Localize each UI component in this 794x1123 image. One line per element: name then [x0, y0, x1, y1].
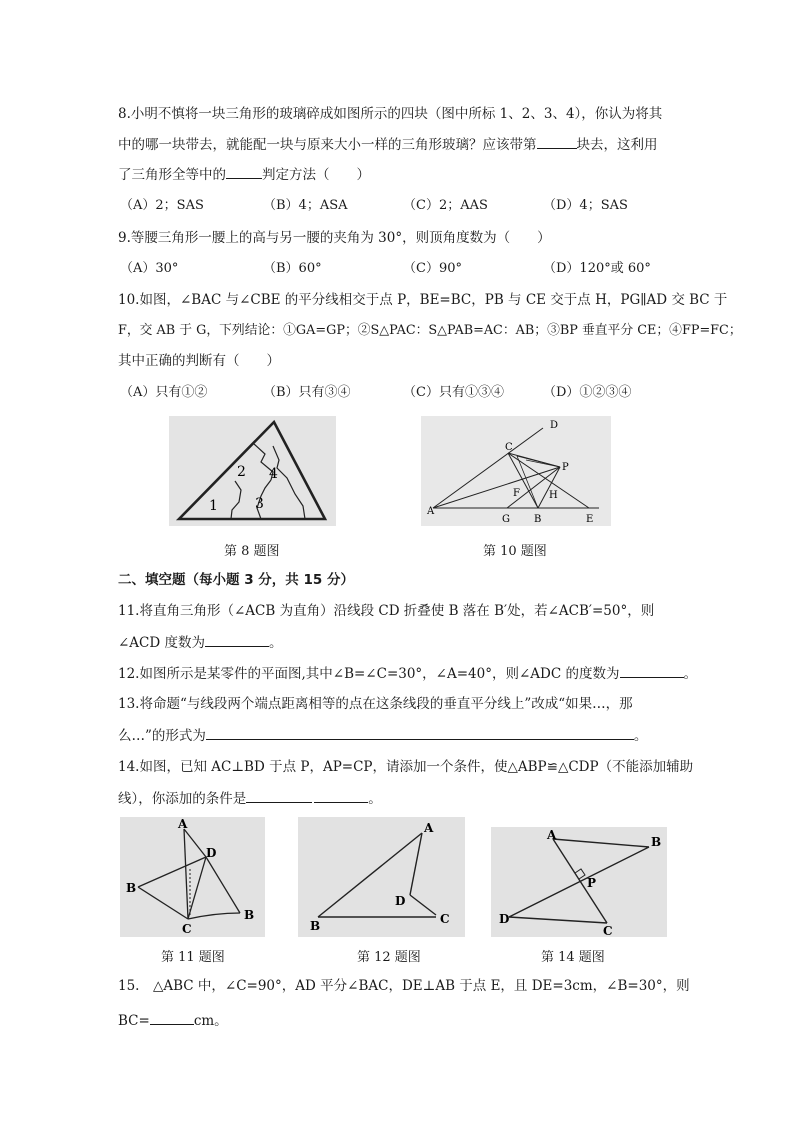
q9-line1: 9.等腰三角形一腰上的高与另一腰的夹角为 30°，则顶角度数为（ ）	[118, 230, 551, 246]
q13-blank[interactable]	[206, 725, 634, 740]
figure-11-drawing	[120, 817, 265, 937]
q8-option-d[interactable]: （D）4；SAS	[543, 198, 628, 213]
q12-line1	[118, 663, 697, 684]
fig10-label-E: E	[586, 514, 594, 525]
q13-line2	[118, 725, 647, 746]
q9-option-b[interactable]: （B）60°	[263, 261, 322, 276]
fig14-label-B: B	[651, 835, 662, 849]
q8-option-c[interactable]: （C）2；AAS	[403, 198, 488, 213]
q14-blank2[interactable]	[314, 788, 368, 803]
fig8-label-2: 2	[237, 464, 246, 480]
q8-line2-tail: 块去，这利用	[576, 137, 658, 153]
q14-line2-tail: 。	[368, 791, 382, 807]
fig10-label-A: A	[427, 506, 435, 517]
figure-11	[120, 817, 265, 937]
q8-line2-text: 中的哪一块带去，就能配一块与原来大小一样的三角形玻璃？应该带第	[118, 137, 537, 153]
fig10-label-P: P	[562, 462, 569, 473]
fig10-label-B: B	[534, 514, 542, 525]
q8-blank1[interactable]	[537, 134, 577, 149]
q8-line1: 8.小明不慎将一块三角形的玻璃碎成如图所示的四块（图中所标 1、2、3、4），你认为将其	[118, 106, 663, 122]
q11-line2-tail: 。	[269, 635, 283, 651]
q9-option-d[interactable]: （D）120°或 60°	[543, 261, 651, 276]
fig14-label-A: A	[547, 828, 557, 842]
fig14-label-P: P	[587, 876, 597, 890]
q15-line2	[118, 1010, 228, 1031]
q15-line2-text: BC=	[118, 1013, 150, 1029]
figure-12-caption: 第 12 题图	[357, 950, 421, 965]
q12-blank[interactable]	[620, 663, 684, 678]
q14-line2-text: 线），你添加的条件是	[118, 791, 247, 807]
q8-line3-tail: 判定方法（ ）	[262, 167, 370, 183]
q8-line2	[118, 134, 658, 155]
fig12-label-A: A	[424, 821, 434, 835]
q10-line2: F，交 AB 于 G，下列结论：①GA=GP；②S△PAC：S△PAB=AC：AB；③BP 垂直平分 CE；④FP=FC；	[118, 323, 742, 338]
fig12-label-C: C	[440, 912, 450, 926]
q12-line1-text: 12.如图所示是某零件的平面图,其中∠B=∠C=30°，∠A=40°，则∠ADC 的度数为	[118, 666, 620, 682]
fig11-label-B: B	[244, 908, 255, 922]
fig11-label-A: A	[178, 817, 188, 831]
q10-option-a[interactable]: （A）只有①②	[120, 385, 208, 400]
q15-line1: 15. △ABC 中，∠C=90°，AD 平分∠BAC，DE⊥AB 于点 E，且 DE=3cm，∠B=30°，则	[118, 978, 690, 994]
fig11-label-B-prime: B	[126, 881, 137, 895]
q11-line2-text: ∠ACD 度数为	[118, 635, 206, 651]
figure-10-caption: 第 10 题图	[483, 544, 547, 559]
q12-line1-tail: 。	[683, 666, 697, 682]
figure-12	[298, 817, 465, 937]
section-2-title: 二、填空题（每小题 3 分，共 15 分）	[118, 572, 354, 588]
fig14-label-D: D	[499, 912, 510, 926]
q8-line3	[118, 164, 370, 185]
fig12-label-D: D	[395, 894, 406, 908]
fig10-label-H: H	[549, 490, 558, 501]
q11-line1: 11.将直角三角形（∠ACB 为直角）沿线段 CD 折叠使 B 落在 B′处，若∠ACB′=50°，则	[118, 603, 655, 619]
q15-line2-tail: cm。	[193, 1013, 228, 1029]
fig8-label-3: 3	[255, 496, 264, 512]
q8-option-b[interactable]: （B）4；ASA	[263, 198, 348, 213]
fig10-label-D: D	[550, 420, 559, 431]
fig8-label-4: 4	[269, 466, 278, 482]
figure-12-drawing	[298, 817, 465, 937]
q13-line2-text: 么…”的形式为	[118, 728, 206, 744]
fig12-label-B: B	[310, 919, 321, 933]
fig10-label-G: G	[502, 514, 510, 525]
q15-blank[interactable]	[150, 1010, 194, 1025]
figure-14	[491, 827, 667, 937]
q8-blank2[interactable]	[226, 164, 262, 179]
q8-option-a[interactable]: （A）2；SAS	[120, 198, 204, 213]
q9-option-c[interactable]: （C）90°	[403, 261, 462, 276]
figure-10-drawing	[421, 416, 611, 526]
fig8-label-1: 1	[209, 498, 218, 514]
q14-blank1[interactable]	[246, 788, 312, 803]
fig10-label-F: F	[513, 488, 520, 499]
figure-10	[421, 416, 611, 526]
fig10-label-C: C	[505, 442, 513, 453]
q13-line2-tail: 。	[633, 728, 648, 744]
figure-8-drawing	[169, 416, 336, 526]
q14-line1: 14.如图，已知 AC⊥BD 于点 P，AP=CP，请添加一个条件，使△ABP≌△CDP（不能添加辅助	[118, 759, 694, 775]
figure-14-caption: 第 14 题图	[541, 950, 605, 965]
q9-option-a[interactable]: （A）30°	[120, 261, 179, 276]
q11-blank[interactable]	[205, 632, 269, 647]
q10-option-c[interactable]: （C）只有①③④	[403, 385, 504, 400]
q14-line2	[118, 788, 382, 809]
q10-line1: 10.如图，∠BAC 与∠CBE 的平分线相交于点 P，BE=BC，PB 与 CE 交于点 H，PG∥AD 交 BC 于	[118, 292, 728, 308]
q11-line2	[118, 632, 283, 653]
figure-14-drawing	[491, 827, 667, 937]
q10-option-b[interactable]: （B）只有③④	[263, 385, 351, 400]
q10-line3: 其中正确的判断有（ ）	[118, 353, 280, 369]
q13-line1: 13.将命题“与线段两个端点距离相等的点在这条线段的垂直平分线上”改成“如果…，那	[118, 696, 633, 712]
figure-8	[169, 416, 336, 526]
fig11-label-D: D	[206, 846, 217, 860]
q8-line3-text: 了三角形全等中的	[118, 167, 226, 183]
fig11-label-C: C	[182, 922, 192, 936]
q10-option-d[interactable]: （D）①②③④	[543, 385, 632, 400]
figure-8-caption: 第 8 题图	[224, 544, 280, 559]
figure-11-caption: 第 11 题图	[161, 950, 225, 965]
fig14-label-C: C	[603, 924, 613, 937]
